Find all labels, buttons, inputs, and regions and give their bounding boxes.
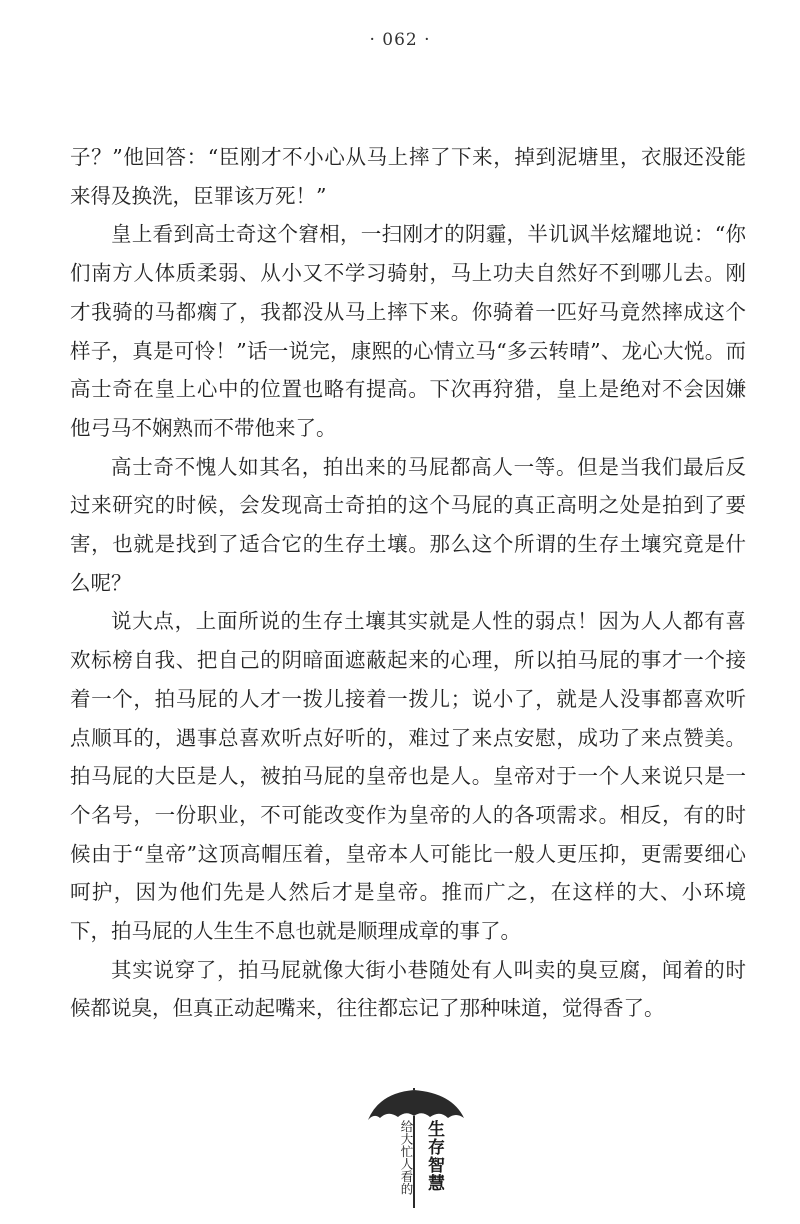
page-number: · 062 · (369, 30, 431, 50)
series-title: 生存智慧 (424, 1120, 444, 1192)
body-text (70, 138, 746, 1028)
paragraph: 子？”他回答：“臣刚才不小心从马上摔了下来，掉到泥塘里，衣服还没能来得及换洗，臣罪该万死！” (70, 145, 746, 208)
paragraph: 高士奇不愧人如其名，拍出来的马屁都高人一等。但是当我们最后反过来研究的时候，会发现高士奇拍的这个马屁的真正高明之处是拍到了要害，也就是找到了适合它的生存土壤。那么这个所谓的生存土壤究竟是什么呢？ (70, 454, 746, 595)
umbrella-icon (364, 1088, 474, 1218)
paragraph: 说大点，上面所说的生存土壤其实就是人性的弱点！因为人人都有喜欢标榜自我、把自己的阴暗面遮蔽起来的心理，所以拍马屁的事才一个接着一个，拍马屁的人才一拨儿接着一拨儿；说小了，就是人没事都喜欢听点顺耳的，遇事总喜欢听点好听的，难过了来点安慰，成功了来点赞美。拍马屁的大臣是人，被拍马屁的皇帝也是人。皇帝对于一个人来说只是一个名号，一份职业，不可能改变作为皇帝的人的各项需求。相反，有的时候由于“皇帝”这顶高帽压着，皇帝本人可能比一般人更压抑，更需要细心呵护，因为他们先是人然后才是皇帝。推而广之，在这样的大、小环境下，拍马屁的人生生不息也就是顺理成章的事了。 (70, 609, 746, 944)
series-emblem (364, 1088, 474, 1218)
paragraph: 皇上看到高士奇这个窘相，一扫刚才的阴霾，半讥讽半炫耀地说：“你们南方人体质柔弱、从小又不学习骑射，马上功夫自然好不到哪儿去。刚才我骑的马都瘸了，我都没从马上摔下来。你骑着一匹好马竟然摔成这个样子，真是可怜！”话一说完，康熙的心情立马“多云转晴”、龙心大悦。而高士奇在皇上心中的位置也略有提高。下次再狩猎，皇上是绝对不会因嫌他弓马不娴熟而不带他来了。 (70, 222, 746, 440)
series-subtitle: 给大忙人看的 (399, 1120, 414, 1195)
paragraph: 其实说穿了，拍马屁就像大街小巷随处有人叫卖的臭豆腐，闻着的时候都说臭，但真正动起嘴来，往往都忘记了那种味道，觉得香了。 (70, 957, 746, 1021)
